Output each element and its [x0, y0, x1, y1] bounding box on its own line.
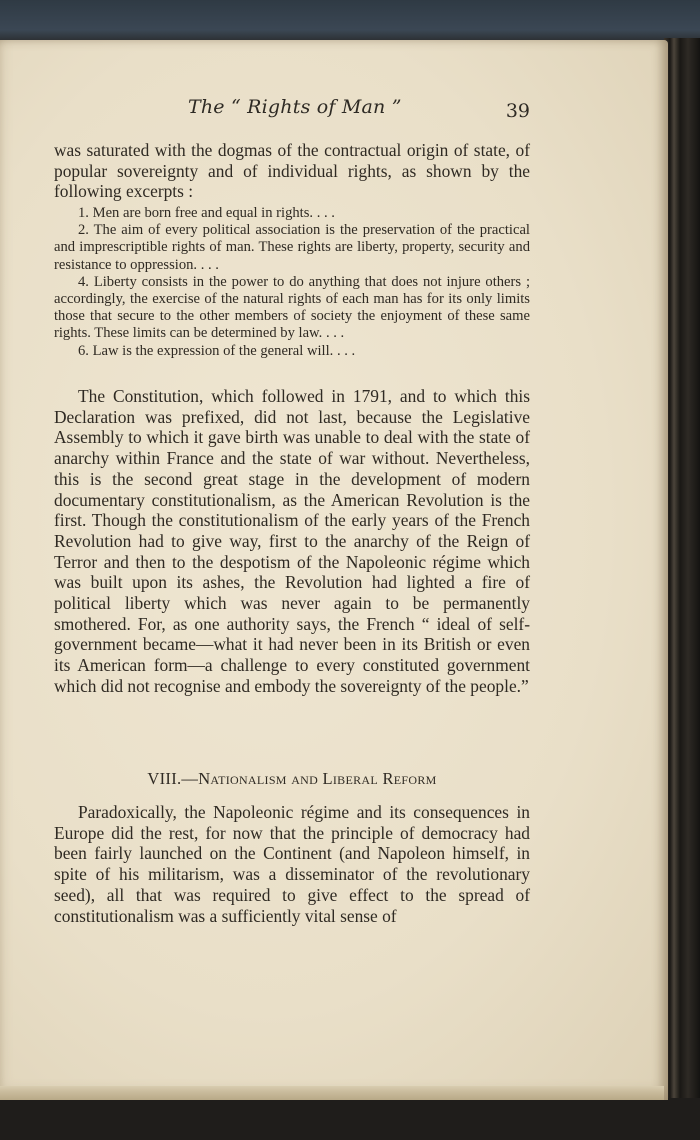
excerpt-item: 4. Liberty consists in the power to do anything that does not injure others ; accordingly, the exercise of the natural rights of each man has for its only limits those that secure to the other members of society the enjoyment of these same rights. These limits can be determined by law. . . .	[54, 273, 530, 342]
excerpt-item: 6. Law is the expression of the general will. . . .	[78, 342, 356, 359]
running-header	[54, 94, 530, 128]
page-bottom-edge	[0, 1086, 664, 1100]
body-paragraph: The Constitution, which followed in 1791, and to which this Declaration was prefixed, did not last, because the Legislative Assembly to which it gave birth was unable to deal with the state of anarchy within France and the state of war without. Nevertheless, this is the second great stage in the development of modern documentary constitutionalism, as the American Revolution is the first. Though the constitutionalism of the early years of the French Revolution had to give way, first to the anarchy of the Reign of Terror and then to the despotism of the Napoleonic régime which was built upon its ashes, the Revolution had lighted a fire of political liberty which was never again to be permanently smothered. For, as one authority says, the French “ ideal of self-government became—what it had never been in its British or even its American form—a challenge to every constituted government which did not recognise and embody the sovereignty of the people.”	[54, 386, 530, 696]
excerpt-item: 1. Men are born free and equal in rights. . . .	[78, 205, 335, 221]
page-number: 39	[505, 100, 530, 122]
excerpt-list	[54, 205, 530, 360]
section-number: VIII.—	[147, 769, 199, 788]
intro-paragraph: was saturated with the dogmas of the contractual origin of state, of popular sovereignty and of individual rights, as shown by the following excerpts :	[54, 140, 530, 202]
excerpt-item: 2. The aim of every political association is the preservation of the practical and imprescriptible rights of man. These rights are liberty, property, security and resistance to oppression. . . .	[54, 222, 530, 273]
body-paragraph-2: Paradoxically, the Napoleonic régime and its consequences in Europe did the rest, for now that the principle of democracy had been fairly launched on the Continent (and Napoleon himself, in spite of his militarism, was a disseminator of the revolutionary seed), all that was required to give effect to the spread of constitutionalism was a sufficiently vital sense of	[54, 802, 530, 926]
section-heading	[54, 769, 530, 789]
section-title: Nationalism and Liberal Reform	[198, 769, 437, 788]
book-page-edges	[664, 38, 700, 1098]
running-title: The “ Rights of Man ”	[188, 96, 402, 118]
